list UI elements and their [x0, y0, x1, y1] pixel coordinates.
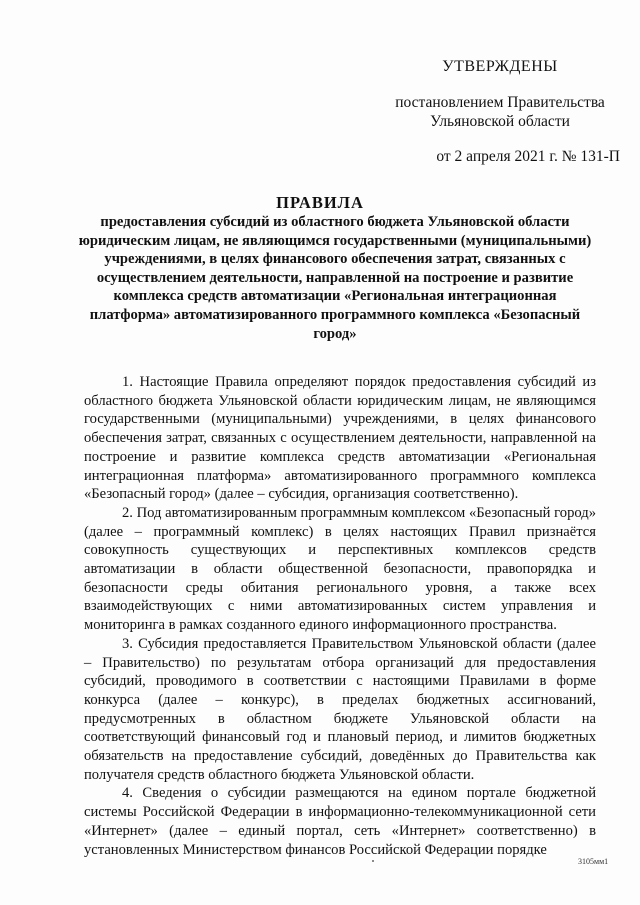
approval-date: от 2 апреля 2021 г. № 131-П — [436, 148, 620, 165]
approval-title: УТВЕРЖДЕНЫ — [442, 58, 558, 75]
approval-decree — [380, 93, 620, 131]
document-title: ПРАВИЛА — [276, 193, 364, 212]
approval-decree-line1: постановлением Правительства — [395, 94, 605, 111]
paragraph-4: 4. Сведения о субсидии размещаются на едином портале бюджетной системы Российской Федерации в информационно-телекоммуникационной сети «Интернет» (далее – единый портал, сеть «Интернет» соответственно) в установленных Министерством финансов Российской Федерации порядке — [84, 785, 596, 858]
paragraph-1: 1. Настоящие Правила определяют порядок предоставления субсидий из областного бюджета Ульяновской области юридическим лицам, не являющимся государственными (муниципальными) учреждениями, в целях финансового обеспечения затрат, связанных с осуществлением деятельности, направленной на построение и развитие комплекса средств автоматизации «Региональная интеграционная платформа» автоматизированного программного комплекса «Безопасный город» (далее – субсидия, организация соответственно). — [84, 374, 596, 503]
scan-speck — [372, 860, 374, 862]
approval-decree-line2: Ульяновской области — [430, 113, 570, 130]
paragraph-2: 2. Под автоматизированным программным комплексом «Безопасный город» (далее – программный комплекс) в целях настоящих Правил признаётся совокупность существующих и перспективных комплексов средств автоматизации в области общественной безопасности, правопорядка и безопасности среды обитания регионального уровня, а также всех взаимодействующих с ними автоматизированных систем управления и мониторинга в рамках созданного единого информационного пространства. — [84, 504, 596, 634]
document-subtitle: предоставления субсидий из областного бюджета Ульяновской области юридическим лицам, не являющимся государственными (муниципальными) учреждениями, в целях финансового обеспечения затрат, связанных с осуществлением деятельности, направленной на построение и развитие комплекса средств автоматизации «Региональная интеграционная платформа» автоматизированного программного комплекса «Безопасный город» — [78, 214, 592, 342]
footer-code: 3105мм1 — [578, 857, 609, 866]
paragraph-3: 3. Субсидия предоставляется Правительством Ульяновской области (далее – Правительство) по результатам отбора организаций для предоставления субсидий, проводимого в соответствии с настоящими Правилами в форме конкурса (далее – конкурс), в пределах бюджетных ассигнований, предусмотренных в областном бюджете Ульяновской области на соответствующий финансовый год и плановый период, и лимитов бюджетных обязательств на предоставление субсидий, доведённых до Правительства как получателя средств областного бюджета Ульяновской области. — [84, 635, 596, 783]
document-body — [84, 373, 596, 859]
